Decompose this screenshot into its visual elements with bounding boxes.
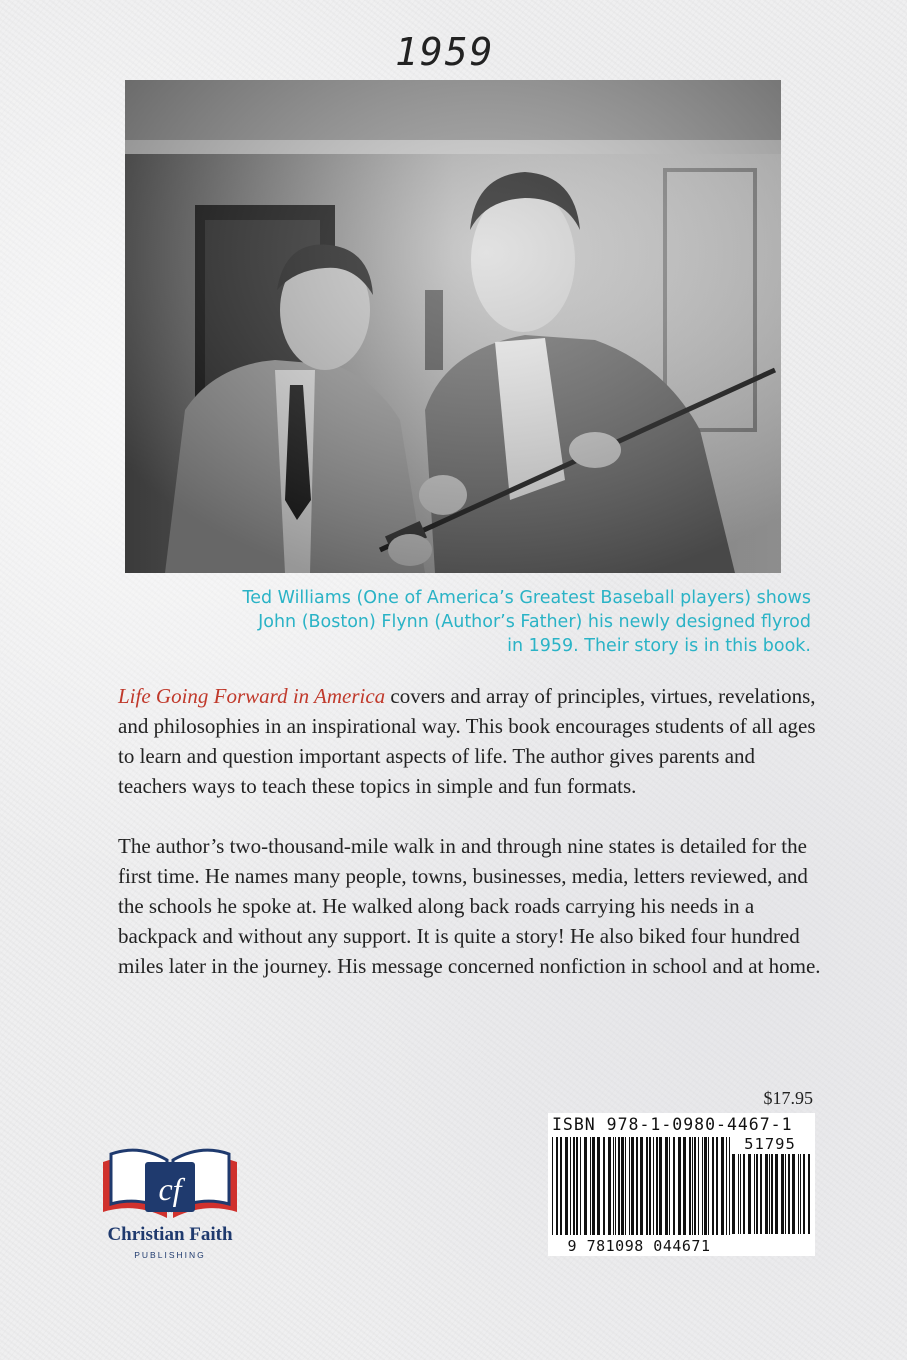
caption-line: in 1959. Their story is in this book. <box>507 636 811 656</box>
barcode-bar <box>573 1137 575 1235</box>
barcode-bar <box>636 1137 638 1235</box>
barcode-bar <box>708 1137 709 1235</box>
barcode-bar <box>597 1137 600 1235</box>
barcode-bar <box>743 1154 745 1234</box>
barcode-bar <box>683 1137 686 1235</box>
barcode-bar <box>649 1137 651 1235</box>
price: $17.95 <box>763 1088 813 1108</box>
barcode-bar <box>659 1137 662 1235</box>
barcode-bar <box>771 1154 773 1234</box>
isbn-barcode <box>548 1113 815 1256</box>
barcode-bar <box>621 1137 624 1235</box>
barcode-bars <box>552 1137 730 1235</box>
barcode-bar <box>653 1137 654 1235</box>
barcode-bar <box>692 1137 693 1235</box>
barcode-bar <box>631 1137 634 1235</box>
barcode-bar <box>665 1137 668 1235</box>
barcode-bar <box>592 1137 595 1235</box>
barcode-bar <box>756 1154 758 1234</box>
barcode-bar <box>740 1154 741 1234</box>
book-title: Life Going Forward in America <box>118 684 386 708</box>
barcode-bar <box>716 1137 718 1235</box>
barcode-bar <box>678 1137 681 1235</box>
description-paragraph: The author’s two-thousand-mile walk in and through nine states is detailed for the first time. He names many people, towns, businesses, media, letters reviewed, and the schools he spoke at. He walked along back roads carrying his needs in a backpack and without any support. It is quite a story! He also biked four hundred miles later in the journey. His message concerned nonfiction in school and at home. <box>118 834 821 978</box>
barcode-bar <box>803 1154 805 1234</box>
photograph-illustration <box>125 80 781 573</box>
barcode-number: 9 781098 044671 <box>567 1237 711 1255</box>
barcode-bar <box>576 1137 578 1235</box>
logo-monogram: cf <box>158 1171 182 1207</box>
barcode-bar <box>704 1137 707 1235</box>
barcode-bar <box>788 1154 790 1234</box>
handwritten-year: 1959 <box>395 30 495 74</box>
barcode-bar <box>608 1137 611 1235</box>
barcode-bar <box>769 1154 770 1234</box>
barcode-bar <box>729 1137 730 1235</box>
barcode-bar <box>556 1137 558 1235</box>
barcode-bar <box>618 1137 620 1235</box>
caption-line: John (Boston) Flynn (Author’s Father) his newly designed flyrod <box>258 612 811 632</box>
isbn-label: ISBN 978-1-0980-4467-1 <box>552 1115 793 1134</box>
barcode-bar <box>615 1137 616 1235</box>
barcode-bar <box>694 1137 696 1235</box>
barcode-bar <box>798 1154 799 1234</box>
description-paragraph <box>118 681 823 801</box>
publisher-name: Christian Faith <box>107 1224 233 1245</box>
barcode-bar <box>629 1137 630 1235</box>
barcode-addon-digits: 51795 <box>744 1135 796 1153</box>
barcode-bar <box>590 1137 591 1235</box>
barcode-bar <box>748 1154 751 1234</box>
barcode-bar <box>613 1137 614 1235</box>
barcode-bar <box>785 1154 786 1234</box>
description-text: covers and array of principles, virtues, revelations, and philosophies in an inspirational way. This book encourages students of all ages to learn and question important aspects of life. The author gives parents and teachers ways to teach these topics in simple and fun formats. <box>118 684 816 798</box>
barcode-bar <box>689 1137 691 1235</box>
barcode-bar <box>580 1137 581 1235</box>
barcode-bar <box>552 1137 553 1235</box>
barcode-bar <box>640 1137 643 1235</box>
barcode-bar <box>781 1154 784 1234</box>
barcode-bar <box>800 1154 801 1234</box>
barcode-bar <box>738 1154 739 1234</box>
barcode-bar <box>603 1137 605 1235</box>
barcode-bar <box>570 1137 571 1235</box>
vintage-photograph <box>125 80 781 573</box>
barcode-bar <box>656 1137 658 1235</box>
barcode-bar <box>754 1154 755 1234</box>
barcode-bar <box>712 1137 714 1235</box>
barcode-bar <box>669 1137 670 1235</box>
caption-line: Ted Williams (One of America’s Greatest Baseball players) shows <box>242 588 811 608</box>
publisher-tagline: PUBLISHING <box>134 1250 206 1260</box>
barcode-bar <box>702 1137 703 1235</box>
barcode-bar <box>775 1154 778 1234</box>
barcode-bar <box>792 1154 795 1234</box>
open-book-icon <box>95 1140 245 1224</box>
publisher-logo <box>95 1140 245 1266</box>
barcode-bar <box>625 1137 626 1235</box>
barcode-bar <box>673 1137 675 1235</box>
barcode-bar <box>765 1154 768 1234</box>
barcode-bar <box>560 1137 562 1235</box>
barcode-addon-bars <box>732 1154 810 1234</box>
barcode-bar <box>726 1137 727 1235</box>
barcode-bar <box>698 1137 699 1235</box>
barcode-bar <box>646 1137 648 1235</box>
barcode-bar <box>760 1154 762 1234</box>
barcode-bar <box>721 1137 724 1235</box>
barcode-bar <box>732 1154 735 1234</box>
barcode-bar <box>584 1137 587 1235</box>
barcode-bar <box>565 1137 568 1235</box>
barcode-bar <box>808 1154 810 1234</box>
photo-caption <box>100 586 811 658</box>
book-description <box>118 681 823 981</box>
